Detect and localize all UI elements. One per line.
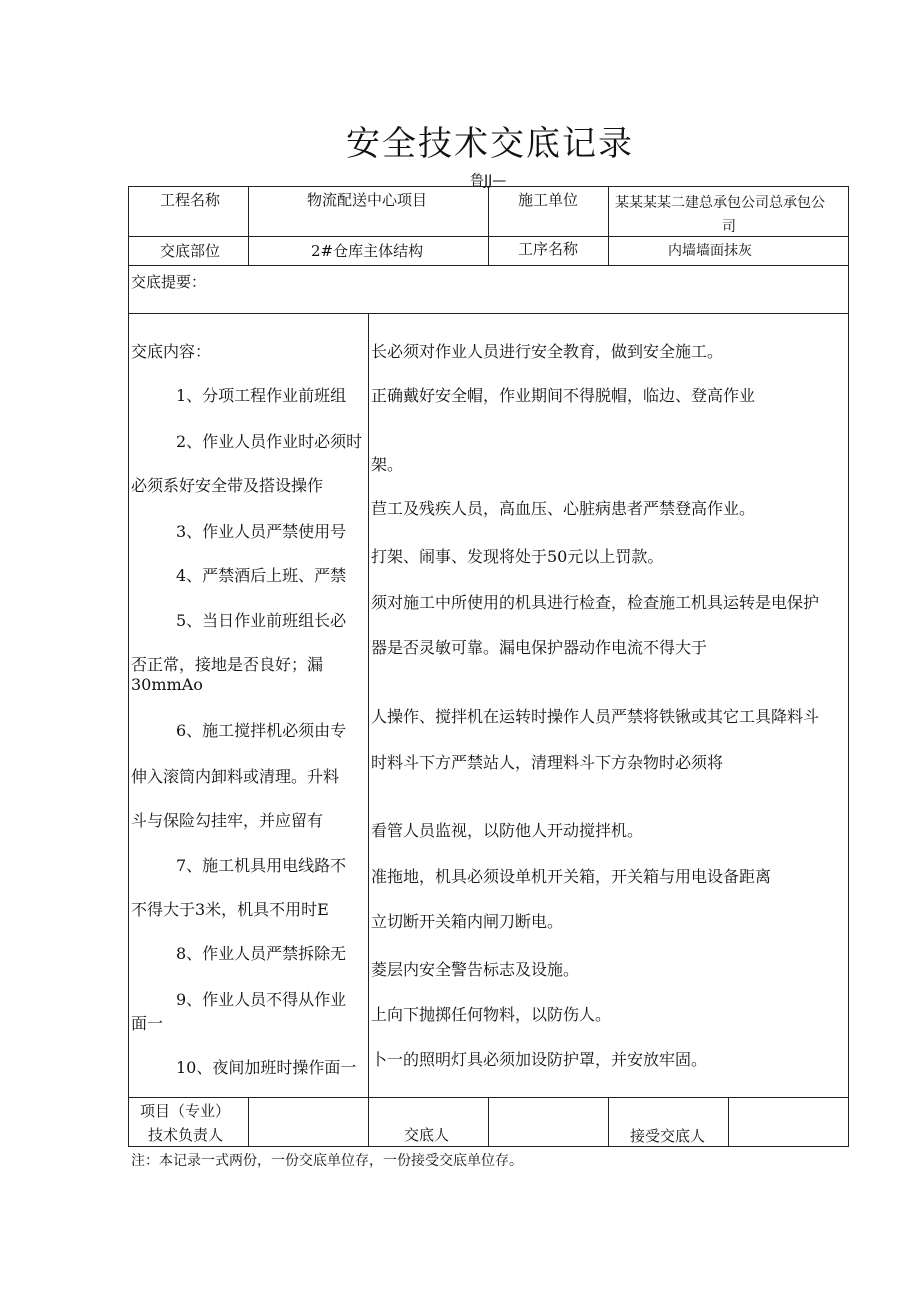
tech-lead-label: 项目（专业） — [140, 1102, 231, 1120]
content-left-line: 6、施工搅拌机必须由专 — [176, 721, 347, 740]
content-right-line: 苣工及残疾人员，高血压、心脏病患者严禁登高作业。 — [371, 499, 756, 518]
tech-lead-label-cont: 技术负责人 — [148, 1126, 224, 1144]
project-name-value: 物流配送中心项目 — [307, 191, 428, 209]
construction-unit-value-cont: 司 — [722, 219, 736, 235]
content-right-line: 时料斗下方严禁站人，清理料斗下方杂物时必须将 — [371, 753, 724, 772]
content-left-line: 5、当日作业前班组长必 — [176, 611, 347, 630]
content-right-line: 正确戴好安全帽，作业期间不得脱帽，临边、登高作业 — [371, 386, 756, 405]
disclosure-part-label: 交底部位 — [160, 242, 221, 260]
content-left-line: 必须系好安全带及搭设操作 — [131, 476, 324, 495]
content-left-line: 3、作业人员严禁使用号 — [176, 522, 347, 541]
content-right-line: 上向下抛掷任何物料，以防伤人。 — [371, 1005, 612, 1024]
content-right-line: 卜一的照明灯具必须加设防护罩，并安放牢固。 — [371, 1050, 708, 1069]
content-left-line: 10、夜间加班时操作面一 — [176, 1058, 357, 1077]
construction-unit-value: 某某某某二建总承包公司总承包公 — [615, 195, 825, 211]
discloser-label: 交底人 — [404, 1126, 450, 1144]
content-left-line: 30mmAo — [131, 675, 203, 694]
content-left-line: 1、分项工程作业前班组 — [176, 386, 347, 405]
content-left-line: 伸入滚筒内卸料或清理。升料 — [131, 767, 340, 786]
content-right-line: 打架、闹事、发现将处于50元以上罚款。 — [371, 547, 664, 566]
content-right-line: 长必须对作业人员进行安全教育，做到安全施工。 — [371, 342, 724, 361]
content-label: 交底内容： — [131, 342, 212, 361]
content-left-line: 斗与保险勾挂牢，并应留有 — [131, 811, 324, 830]
content-left-line: 7、施工机具用电线路不 — [176, 856, 347, 875]
process-name-label: 工序名称 — [518, 240, 579, 258]
content-right-line: 准拖地，机具必须设单机开关箱，开关箱与用电设备距离 — [371, 867, 772, 886]
process-name-value: 内墙墙面抹灰 — [668, 243, 752, 259]
content-left-line: 8、作业人员严禁拆除无 — [176, 944, 347, 963]
content-left-line: 9、作业人员不得从作业 — [176, 990, 347, 1009]
content-right-line: 看管人员监视，以防他人开动搅拌机。 — [371, 821, 644, 840]
content-right-line: 须对施工中所使用的机具进行检查，检查施工机具运转是电保护 — [371, 593, 820, 612]
summary-label: 交底提要： — [131, 273, 207, 291]
footnote: 注：本记录一式两份，一份交底单位存，一份接受交底单位存。 — [131, 1153, 523, 1169]
content-left-line: 否正常，接地是否良好；漏 — [131, 655, 324, 674]
content-right-line: 菱层内安全警告标志及设施。 — [371, 960, 580, 979]
disclosure-part-value: 2#仓库主体结构 — [311, 242, 424, 260]
construction-unit-label: 施工单位 — [518, 191, 579, 209]
content-right-line: 架。 — [371, 455, 404, 474]
content-right-line: 人操作、搅拌机在运转时操作人员严禁将铁锹或其它工具降料斗 — [371, 707, 820, 726]
content-left-line: 2、作业人员作业时必须时 — [176, 432, 363, 451]
content-left-line: 4、严禁酒后上班、严禁 — [176, 566, 347, 585]
content-left-line: 面一 — [131, 1014, 164, 1033]
content-right-line: 立切断开关箱内闸刀断电。 — [371, 912, 564, 931]
document-title: 安全技术交底记录 — [346, 124, 634, 164]
content-right-line: 器是否灵敏可靠。漏电保护器动作电流不得大于 — [371, 638, 708, 657]
receiver-label: 接受交底人 — [630, 1127, 706, 1145]
project-name-label: 工程名称 — [160, 191, 221, 209]
content-left-line: 不得大于3米，机具不用时E — [131, 900, 329, 919]
document-code: 鲁JJ— — [470, 173, 507, 189]
